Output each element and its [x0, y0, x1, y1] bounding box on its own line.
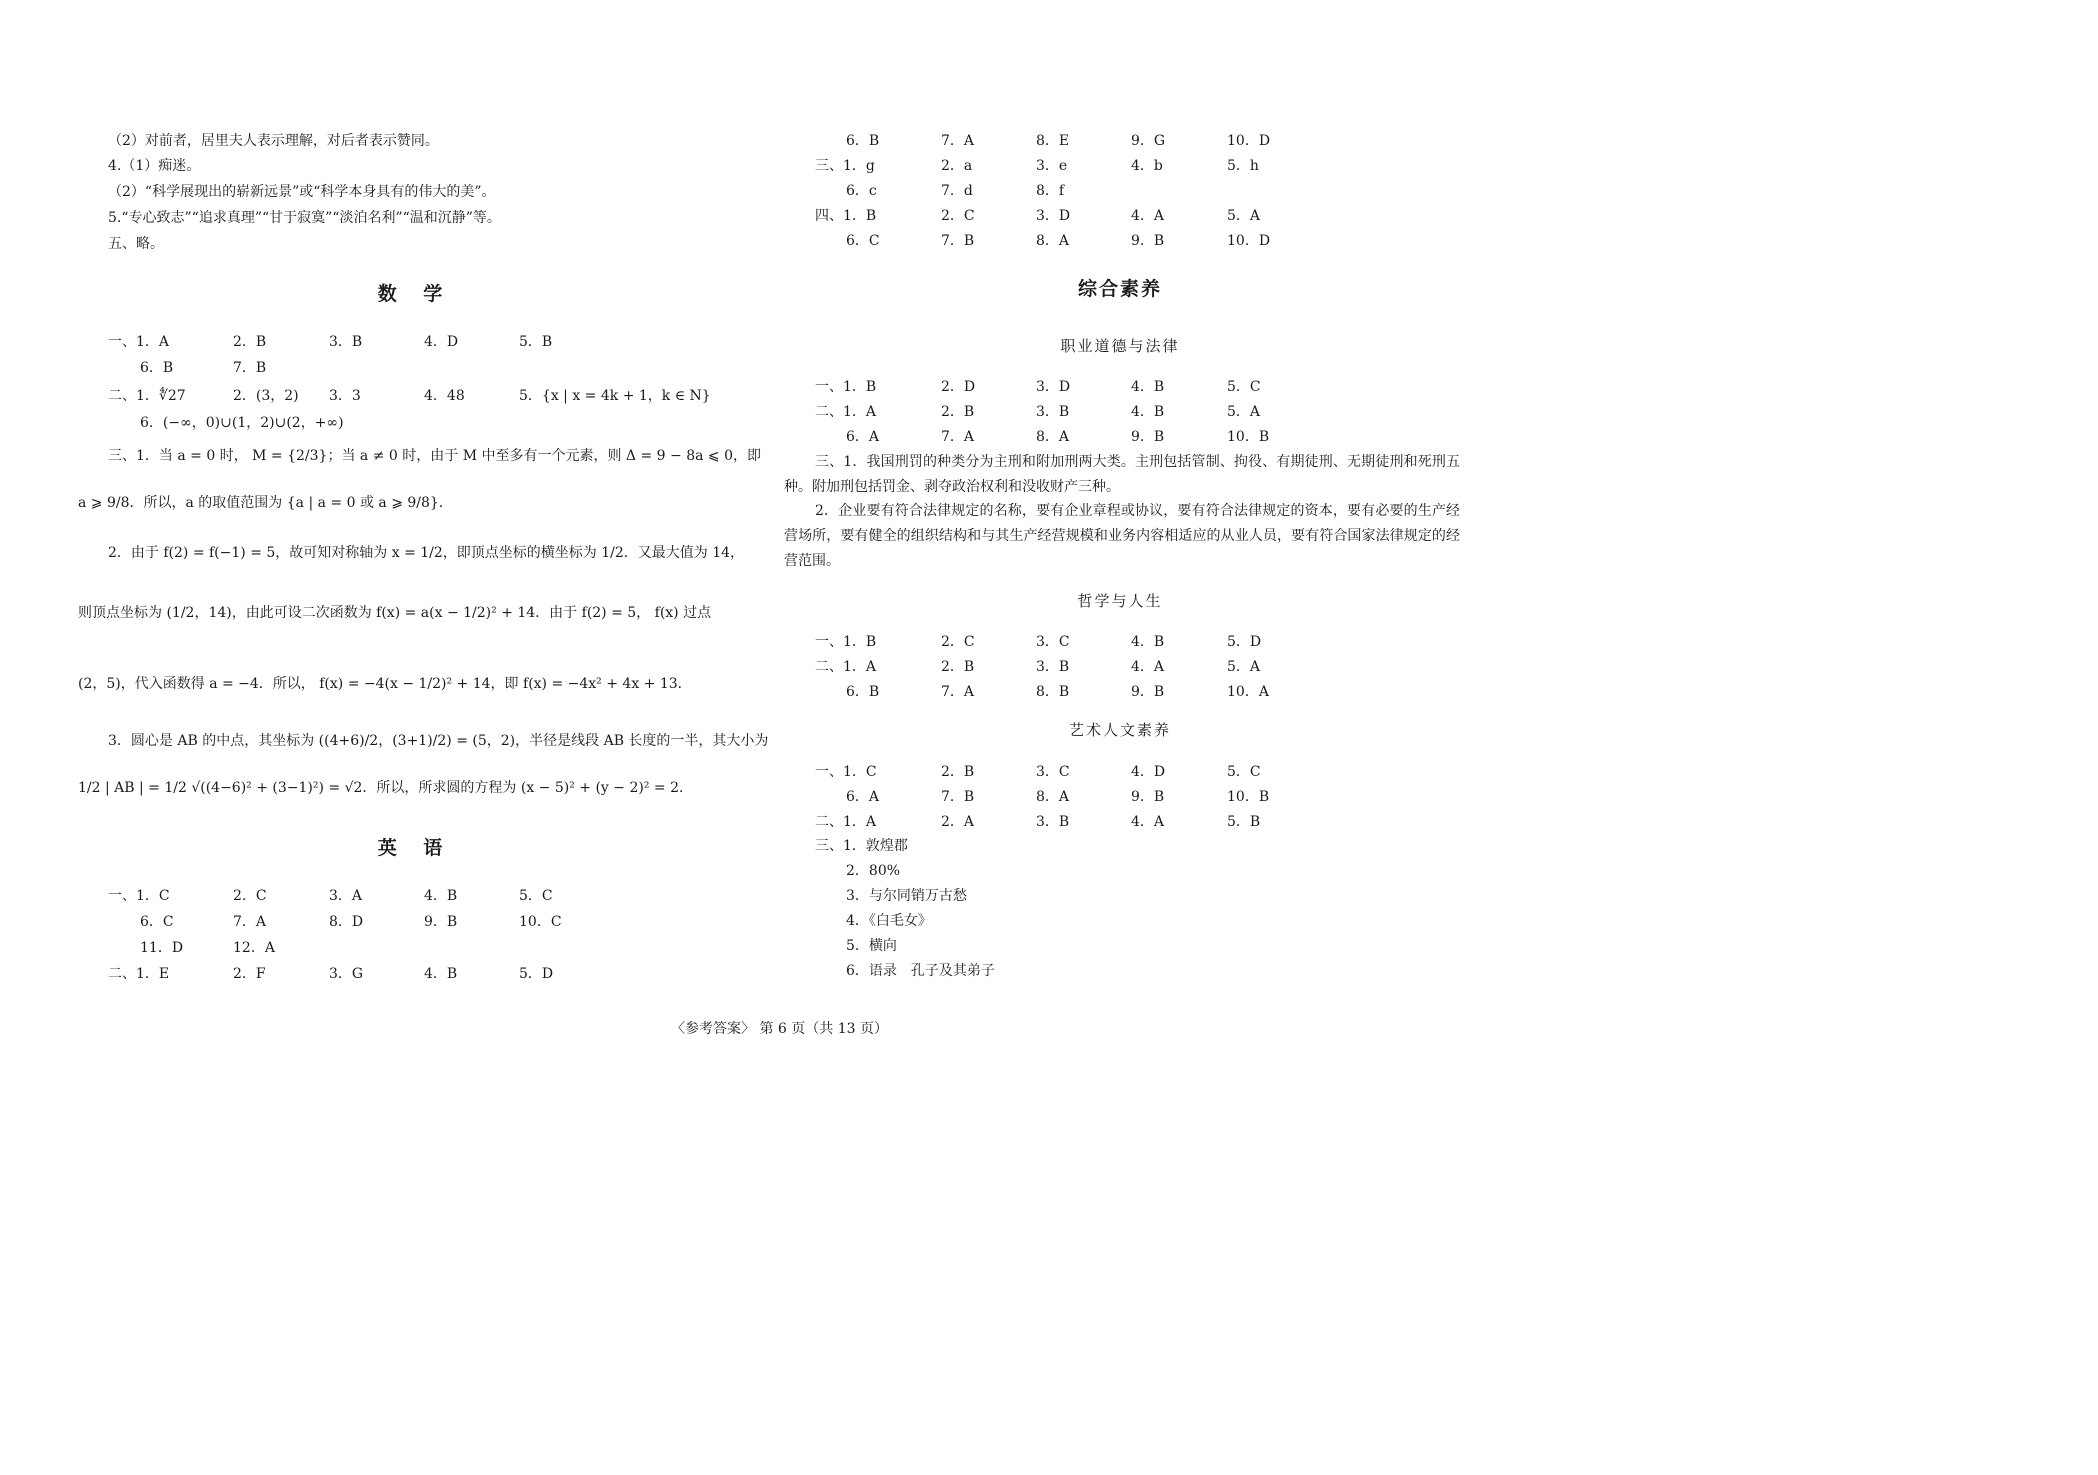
section-title-math: 数 学 [377, 283, 453, 305]
answer-cell: 10．B [1227, 789, 1270, 805]
answer-list-item: 6．语录 孔子及其弟子 [846, 963, 995, 979]
answer-cell: 3．B [329, 334, 363, 350]
answer-cell: 2．C [941, 208, 975, 224]
solution-line: a ⩾ 9/8．所以，a 的取值范围为 {a | a = 0 或 a ⩾ 9/8}． [78, 495, 453, 511]
answer-cell: 2．B [941, 764, 975, 780]
answer-list-item: 3．与尔同销万古愁 [846, 888, 967, 904]
answer-cell: 4．A [1131, 208, 1165, 224]
answer-cell: 10．C [519, 914, 562, 930]
answer-cell: 二、1．A [815, 404, 877, 420]
answer-cell: 8．A [1036, 233, 1070, 249]
answer-cell: 3．B [1036, 814, 1070, 830]
answer-cell: 4．B [1131, 404, 1165, 420]
answer-line: （2）“科学展现出的崭新远景”或“科学本身具有的伟大的美”。 [108, 184, 496, 200]
answer-cell: 4．D [1131, 764, 1166, 780]
answer-cell: 6．C [140, 914, 174, 930]
solution-line: 则顶点坐标为 (1/2，14)，由此可设二次函数为 f(x) = a(x − 1/2)² + 14．由于 f(2) = 5， f(x) 过点 [78, 605, 712, 621]
answer-cell: 4．b [1131, 158, 1163, 174]
answer-cell: 一、1．C [108, 888, 170, 904]
answer-cell: 4．D [424, 334, 459, 350]
answer-paragraph: 三、1．我国刑罚的种类分为主刑和附加刑两大类。主刑包括管制、拘役、有期徒刑、无期徒刑和死刑五种。附加刑包括罚金、剥夺政治权利和没收财产三种。 [784, 454, 1460, 495]
answer-cell: 9．G [1131, 133, 1166, 149]
answer-cell: 3．D [1036, 208, 1071, 224]
answer-cell: 7．A [941, 429, 975, 445]
answer-cell: 3．A [329, 888, 363, 904]
answer-cell: 9．B [1131, 789, 1165, 805]
answer-cell: 8．E [1036, 133, 1070, 149]
answer-cell: 6．A [846, 429, 880, 445]
answer-cell: 5．A [1227, 208, 1261, 224]
answer-cell: 11．D [140, 940, 184, 956]
answer-cell: 一、1．C [815, 764, 877, 780]
answer-cell: 4．B [424, 966, 458, 982]
answer-cell: 二、1．A [815, 659, 877, 675]
answer-line: 五、略。 [108, 236, 164, 252]
answer-cell: 一、1．B [815, 634, 877, 650]
subsection-title-ethics: 职业道德与法律 [1060, 337, 1180, 355]
answer-cell: 四、1．B [815, 208, 877, 224]
solution-line: 2．由于 f(2) = f(−1) = 5，故可知对称轴为 x = 1/2，即顶点坐标的横坐标为 1/2．又最大值为 14， [108, 545, 745, 561]
answer-cell: 8．B [1036, 684, 1070, 700]
answer-cell: 7．B [233, 360, 267, 376]
answer-line: （2）对前者，居里夫人表示理解，对后者表示赞同。 [108, 133, 439, 149]
answer-cell: 3．C [1036, 634, 1070, 650]
answer-cell: 9．B [424, 914, 458, 930]
answer-cell: 3．e [1036, 158, 1068, 174]
answer-cell: 6．c [846, 183, 877, 199]
answer-cell: 6．A [846, 789, 880, 805]
answer-cell: 4．A [1131, 814, 1165, 830]
answer-cell: 2．C [941, 634, 975, 650]
answer-cell: 4．B [424, 888, 458, 904]
solution-line: 三、1．当 a = 0 时， M = {2/3}；当 a ≠ 0 时，由于 M 中至多有一个元素，则 Δ = 9 − 8a ⩽ 0，即 [108, 448, 761, 464]
answer-cell: 一、1．B [815, 379, 877, 395]
answer-cell: 7．B [941, 233, 975, 249]
answer-cell: 5．D [1227, 634, 1262, 650]
answer-cell: 5．{x | x = 4k + 1，k ∈ N} [519, 388, 711, 404]
answer-cell: 4．48 [424, 388, 465, 404]
answer-cell: 三、1．g [815, 158, 875, 174]
answer-cell: 9．B [1131, 233, 1165, 249]
answer-cell: 8．f [1036, 183, 1065, 199]
answer-cell: 5．A [1227, 659, 1261, 675]
answer-cell: 2．A [941, 814, 975, 830]
answer-cell: 3．G [329, 966, 364, 982]
answer-list-item: 5．横向 [846, 938, 897, 954]
answer-cell: 2．B [941, 404, 975, 420]
answer-cell: 3．D [1036, 379, 1071, 395]
answer-cell: 6．C [846, 233, 880, 249]
answer-cell: 2．B [941, 659, 975, 675]
answer-cell: 4．B [1131, 379, 1165, 395]
answer-cell: 2．(3，2) [233, 388, 299, 404]
answer-cell: 2．D [941, 379, 976, 395]
answer-cell: 3．B [1036, 659, 1070, 675]
answer-line: 5.“专心致志”“追求真理”“甘于寂寞”“淡泊名利”“温和沉静”等。 [108, 210, 501, 226]
answer-cell: 2．B [233, 334, 267, 350]
page-footer: 〈参考答案〉 第 6 页（共 13 页） [671, 1021, 888, 1037]
answer-cell: 7．A [233, 914, 267, 930]
answer-cell: 10．B [1227, 429, 1270, 445]
answer-list-item: 4．《白毛女》 [846, 913, 932, 929]
answer-cell: 5．A [1227, 404, 1261, 420]
answer-cell: 10．D [1227, 233, 1271, 249]
answer-cell: 3．3 [329, 388, 361, 404]
answer-cell: 5．B [1227, 814, 1261, 830]
answer-cell: 二、1．E [108, 966, 170, 982]
answer-cell: 6．(−∞，0)∪(1，2)∪(2，+∞) [140, 415, 344, 431]
solution-line: 3．圆心是 AB 的中点，其坐标为 ((4+6)/2，(3+1)/2) = (5，2)，半径是线段 AB 长度的一半，其大小为 [108, 733, 769, 749]
answer-cell: 4．B [1131, 634, 1165, 650]
section-title-zonghe: 综合素养 [1077, 278, 1162, 300]
answer-cell: 4．A [1131, 659, 1165, 675]
section-title-english: 英 语 [377, 837, 453, 859]
solution-line: (2，5)，代入函数得 a = −4．所以， f(x) = −4(x − 1/2)² + 14，即 f(x) = −4x² + 4x + 13． [78, 676, 692, 692]
answer-cell: 5．h [1227, 158, 1259, 174]
answer-cell: 8．A [1036, 429, 1070, 445]
answer-cell: 2．C [233, 888, 267, 904]
subsection-title-arts: 艺术人文素养 [1068, 721, 1171, 739]
answer-line: 4.（1）痴迷。 [108, 158, 201, 174]
answer-list-item: 2．80% [846, 863, 901, 879]
answer-cell: 7．B [941, 789, 975, 805]
answer-cell: 8．D [329, 914, 364, 930]
answer-cell: 6．B [846, 133, 880, 149]
subsection-title-philosophy: 哲学与人生 [1077, 592, 1163, 610]
answer-paragraph: 2．企业要有符合法律规定的名称，要有企业章程或协议，要有符合法律规定的资本，要有必要的生产经营场所，要有健全的组织结构和与其生产经营规模和业务内容相适应的从业人员，要有符合国家法律规定的经营范围。 [784, 503, 1460, 569]
answer-cell: 5．C [519, 888, 553, 904]
answer-cell: 7．A [941, 133, 975, 149]
answer-cell: 12．A [233, 940, 275, 956]
answer-cell: 10．A [1227, 684, 1269, 700]
answer-cell: 二、1．∜27 [108, 388, 186, 404]
answer-cell: 9．B [1131, 684, 1165, 700]
answer-cell: 9．B [1131, 429, 1165, 445]
answer-list-item: 三、1．敦煌郡 [815, 838, 908, 854]
answer-cell: 3．B [1036, 404, 1070, 420]
answer-cell: 7．A [941, 684, 975, 700]
answer-cell: 10．D [1227, 133, 1271, 149]
answer-cell: 一、1．A [108, 334, 170, 350]
answer-cell: 7．d [941, 183, 973, 199]
answer-cell: 6．B [140, 360, 174, 376]
answer-cell: 5．C [1227, 379, 1261, 395]
answer-cell: 3．C [1036, 764, 1070, 780]
answer-cell: 2．F [233, 966, 266, 982]
answer-cell: 5．C [1227, 764, 1261, 780]
answer-cell: 8．A [1036, 789, 1070, 805]
answer-cell: 6．B [846, 684, 880, 700]
answer-cell: 5．D [519, 966, 554, 982]
solution-line: 1/2 | AB | = 1/2 √((4−6)² + (3−1)²) = √2．所以，所求圆的方程为 (x − 5)² + (y − 2)² = 2． [78, 780, 693, 796]
answer-cell: 2．a [941, 158, 973, 174]
answer-cell: 二、1．A [815, 814, 877, 830]
answer-cell: 5．B [519, 334, 553, 350]
